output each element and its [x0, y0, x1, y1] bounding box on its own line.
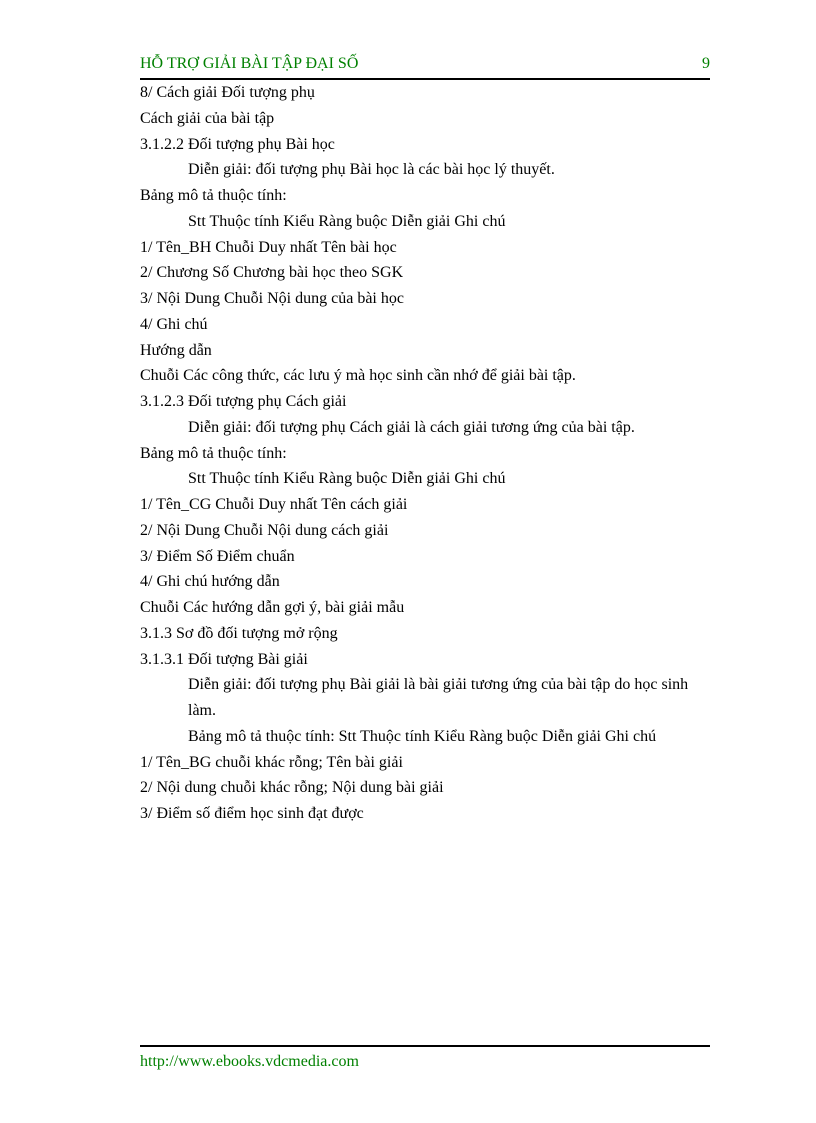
- section-heading: 3.1.2.2 Đối tượng phụ Bài học: [140, 135, 335, 153]
- section-heading: 3.1.2.3 Đối tượng phụ Cách giải: [140, 393, 347, 410]
- page-header: [140, 52, 710, 80]
- text-line: Bảng mô tả thuộc tính:: [140, 444, 287, 462]
- text-line: Cách giải của bài tập: [140, 109, 275, 127]
- table-row: 3/ Nội Dung Chuỗi Nội dung của bài học: [140, 290, 404, 307]
- text-line: Bảng mô tả thuộc tính:: [140, 187, 287, 204]
- text-line: Diễn giải: đối tượng phụ Bài học là các bài học lý thuyết.: [188, 161, 555, 179]
- table-row: 3/ Điểm số điểm học sinh đạt được: [140, 805, 364, 822]
- text-line: Chuỗi Các hướng dẫn gợi ý, bài giải mẫu: [140, 599, 405, 616]
- table-row: 4/ Ghi chú hướng dẫn: [140, 573, 280, 591]
- page-number: 9: [702, 55, 710, 72]
- table-row: 2/ Nội Dung Chuỗi Nội dung cách giải: [140, 521, 389, 539]
- table-row: 3/ Điểm Số Điểm chuẩn: [140, 547, 295, 565]
- text-line: Chuỗi Các công thức, các lưu ý mà học sinh cần nhớ để giải bài tập.: [140, 367, 576, 385]
- document-body: [140, 80, 712, 827]
- text-paragraph: Diễn giải: đối tượng phụ Bài giải là bài giải tương ứng của bài tập do học sinh làm.: [188, 676, 689, 719]
- header-title: HỖ TRỢ GIẢI BÀI TẬP ĐẠI SỐ: [140, 55, 359, 72]
- table-row: 2/ Chương Số Chương bài học theo SGK: [140, 264, 404, 282]
- table-header-line: Stt Thuộc tính Kiểu Ràng buộc Diễn giải Ghi chú: [188, 470, 506, 488]
- table-row: 1/ Tên_BG chuỗi khác rỗng; Tên bài giải: [140, 753, 403, 771]
- table-header-line: Stt Thuộc tính Kiểu Ràng buộc Diễn giải Ghi chú: [188, 212, 506, 230]
- table-row: 4/ Ghi chú: [140, 315, 208, 333]
- section-heading: 3.1.3.1 Đối tượng Bài giải: [140, 650, 308, 668]
- text-line: Diễn giải: đối tượng phụ Cách giải là cách giải tương ứng của bài tập.: [188, 418, 635, 436]
- table-header-line: Bảng mô tả thuộc tính: Stt Thuộc tính Kiểu Ràng buộc Diễn giải Ghi chú: [188, 727, 657, 745]
- table-row: 1/ Tên_CG Chuỗi Duy nhất Tên cách giải: [140, 496, 408, 513]
- footer-divider: [140, 1045, 710, 1047]
- footer-url: http://www.ebooks.vdcmedia.com: [140, 1053, 359, 1070]
- text-line: 8/ Cách giải Đối tượng phụ: [140, 84, 315, 101]
- table-row: 2/ Nội dung chuỗi khác rỗng; Nội dung bài giải: [140, 779, 444, 797]
- section-heading: 3.1.3 Sơ đồ đối tượng mở rộng: [140, 624, 338, 642]
- text-line: Hướng dẫn: [140, 341, 212, 359]
- table-row: 1/ Tên_BH Chuỗi Duy nhất Tên bài học: [140, 238, 397, 256]
